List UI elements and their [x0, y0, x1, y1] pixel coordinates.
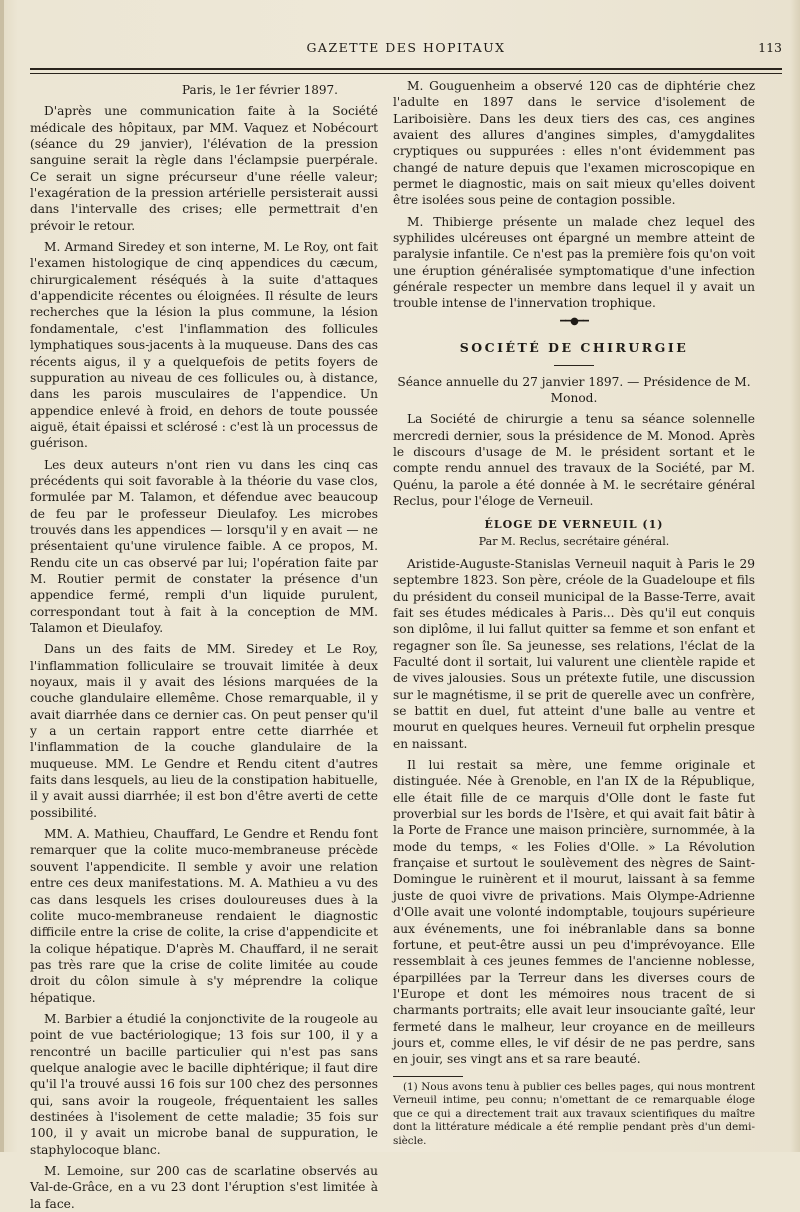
paragraph-eclampsie: D'après une communication faite à la Société médicale des hôpitaux, par MM. Vaquez et Nobécourt (séance du 29 janvier), l'élévation de la pression sanguine serait la règle dans l'éclampsie puerpérale. Ce serait un signe précurseur d'une réelle valeur; l'exagération de la pression artérielle persisterait aussi dans l'intervalle des crises; elle permettrait d'en prévoir le retour. — [30, 104, 378, 233]
paragraph-colite: MM. A. Mathieu, Chauffard, Le Gendre et Rendu font remarquer que la colite muco-membraneuse précède souvent l'appendicite. Il semble y avoir une relation entre ces deux manifestations. M. A. Mathieu a vu des cas dans lesquels les crises douloureuses dues à la colite muco-membraneuse rendaient le diagnostic difficile entre la crise de colite, la crise d'appendicite et la colique hépatique. D'après M. Chauffard, il ne serait pas très rare que la crise de colite limitée au coude droit du côlon simule à s'y méprendre la colique hépatique. — [30, 827, 378, 1005]
paragraph-diphterie: M. Gouguenheim a observé 120 cas de diphtérie chez l'adulte en 1897 dans le service d'isolement de Lariboisière. Dans les deux tiers des cas, ces angines avaient des allures d'angines simples, d'amygdalites cryptiques ou suppurées : elles n'ont évidemment pas changé de nature depuis que l'examen microscopique en permet le diagnostic, mais on sait mieux qu'elles doivent être isolées sous peine de contagion possible. — [393, 79, 755, 208]
paragraph-vase-clos: Les deux auteurs n'ont rien vu dans les cinq cas précédents qui soit favorable à la théorie du vase clos, formulée par M. Talamon, et défendue avec beaucoup de feu par le professeur Dieulafoy. Les microbes trouvés dans les appendices — lorsqu'il y en avait — ne présentaient qu'une virulence faible. A ce propos, M. Rendu cite un cas observé par lui; l'opération faite par M. Routier permit de constater la présence d'un appendice fermé, rempli d'un liquide purulent, correspondant tout à fait à la conception de MM. Talamon et Dieulafoy. — [30, 457, 378, 635]
paragraph-rougeole: M. Barbier a étudié la conjonctivite de la rougeole au point de vue bactériologique; 13 fois sur 100, il y a rencontré un bacille particulier qui n'est pas sans quelque analogie avec le bacille diphtérique; il faut dire qu'il l'a trouvé aussi 16 fois sur 100 chez des personnes qui, sans avoir la rougeole, fréquentaient les salles destinées à l'isolement de cette maladie; 35 fois sur 100, il y avait un microbe banal de suppuration, le staphylocoque blanc. — [30, 1011, 378, 1157]
right-column — [393, 78, 755, 1148]
header-rule-thin — [30, 73, 782, 74]
footnote-text: (1) Nous avons tenu à publier ces belles pages, qui nous montrent Verneuil intime, peu connu; n'omettant de ce remarquable éloge que ce qui a directement trait aux travaux scientifiques du maître dont la littérature médicale a été remplie pendant près d'un demi-siècle. — [393, 1080, 755, 1147]
paragraph-verneuil-mother: Il lui restait sa mère, une femme originale et distinguée. Née à Grenoble, en l'an IX de la République, elle était fille de ce marquis d'Olle dont le faste fut proverbial sur les bords de l'Isère, et qui avait fait bâtir à la Porte de France une maison princière, surnommée, à la mode du temps, « les Folies d'Olle. » La Révolution française et surtout le soulèvement des nègres de Saint-Domingue le ruinèrent et il mourut, laissant à sa femme juste de quoi vivre de privations. Mais Olympe-Adrienne d'Olle avait une volonté indomptable, toujours supérieure aux événements, une foi inébranlable dans sa bonne fortune, et peut-être aussi un peu d'imprévoyance. Elle ressemblait à ces jeunes femmes de l'ancienne noblesse, éparpillées par la Terreur dans les diverses cours de l'Europe et dont les mémoires nous tracent de si charmants portraits; elle avait leur insouciante gaîté, leur fermeté dans le malheur, leur croyance en de meilleurs jours et, comme elles, le vif désir de ne pas perdre, sans en jouir, ses vingt ans et sa rare beauté. — [393, 758, 755, 1067]
paragraph-appendices: M. Armand Siredey et son interne, M. Le Roy, ont fait l'examen histologique de cinq appendices du cæcum, chirurgicalement réséqués à la suite d'attaques d'appendicite récentes ou éloignées. Il résulte de leurs recherches que la lésion la plus commune, la lésion fondamentale, c'est l'inflammation des follicules lymphatiques sous-jacents à la muqueuse. Dans des cas récents aigus, il y a quelquefois de petits foyers de suppuration au niveau de ces follicules ou, à distance, dans les parois musculaires de l'appendice. Un appendice enlevé à froid, en dehors de toute poussée aiguë, était épaissi et sclérosé : c'est là un processus de guérison. — [30, 240, 378, 451]
paragraph-diarrhee: Dans un des faits de MM. Siredey et Le Roy, l'inflammation folliculaire se trouvait limitée à deux noyaux, mais il y avait des lésions marquées de la couche glandulaire ellemême. Chose remarquable, il y avait diarrhée dans ce dernier cas. On peut penser qu'il y a un certain rapport entre cette diarrhée et l'inflammation de la couche glandulaire de la muqueuse. MM. Le Gendre et Rendu citent d'autres faits dans lesquels, au lieu de la constipation habituelle, il y avait aussi diarrhée; il est bon d'être averti de cette possibilité. — [30, 642, 378, 820]
dateline: Paris, le 1er février 1897. — [182, 83, 338, 97]
eloge-byline: Par M. Reclus, secrétaire général. — [478, 534, 670, 548]
eloge-title: ÉLOGE DE VERNEUIL (1) — [484, 518, 664, 532]
heading-rule — [554, 365, 594, 366]
page-number: 113 — [758, 40, 782, 55]
paragraph-verneuil-birth: Aristide-Auguste-Stanislas Verneuil naquit à Paris le 29 septembre 1823. Son père, créole de la Guadeloupe et fils du président du conseil municipal de la Basse-Terre, avait fait ses études médicales à Paris... Dès qu'il eut conquis son diplôme, il lui fallut quitter sa femme et son enfant et regagner son île. Sa jeunesse, ses relations, l'éclat de la Faculté dont il sortait, lui valurent une clientèle rapide et de vives jalousies. Sous un prétexte futile, une discussion sur le magnétisme, il se prit de querelle avec un confrère, se battit en duel, fut atteint d'une balle au ventre et mourut en quelques heures. Verneuil fut orphelin presque en naissant. — [393, 556, 755, 751]
header-rule-thick — [30, 68, 782, 70]
section-divider: ━━●━━ — [560, 315, 588, 327]
footnote-rule — [393, 1076, 463, 1077]
page-header — [30, 40, 782, 62]
paragraph-intro-chirurgie: La Société de chirurgie a tenu sa séance solennelle mercredi dernier, sous la présidence de M. Monod. Après le discours d'usage de M. le président sortant et le compte rendu annuel des travaux de la Société, par M. Quénu, la parole a été donnée à M. le secrétaire général Reclus, pour l'éloge de Verneuil. — [393, 412, 755, 508]
journal-title: GAZETTE DES HOPITAUX — [306, 40, 506, 55]
binding-edge — [0, 0, 4, 1152]
section-heading: SOCIÉTÉ DE CHIRURGIE — [459, 340, 689, 356]
seance-line: Séance annuelle du 27 janvier 1897. — Présidence de M. Monod. — [397, 374, 751, 405]
footnote — [393, 1081, 755, 1149]
paragraph-scarlatine: M. Lemoine, sur 200 cas de scarlatine observés au Val-de-Grâce, en a vu 23 dont l'éruption s'est limitée à la face. — [30, 1164, 378, 1211]
paragraph-syphilides: M. Thibierge présente un malade chez lequel des syphilides ulcéreuses ont épargné un membre atteint de paralysie infantile. Ce n'est pas la première fois qu'on voit une éruption généralisée symptomatique d'une infection générale respecter un membre dans lequel il y avait un trouble intense de l'innervation trophique. — [393, 214, 755, 311]
left-column — [30, 78, 378, 1212]
